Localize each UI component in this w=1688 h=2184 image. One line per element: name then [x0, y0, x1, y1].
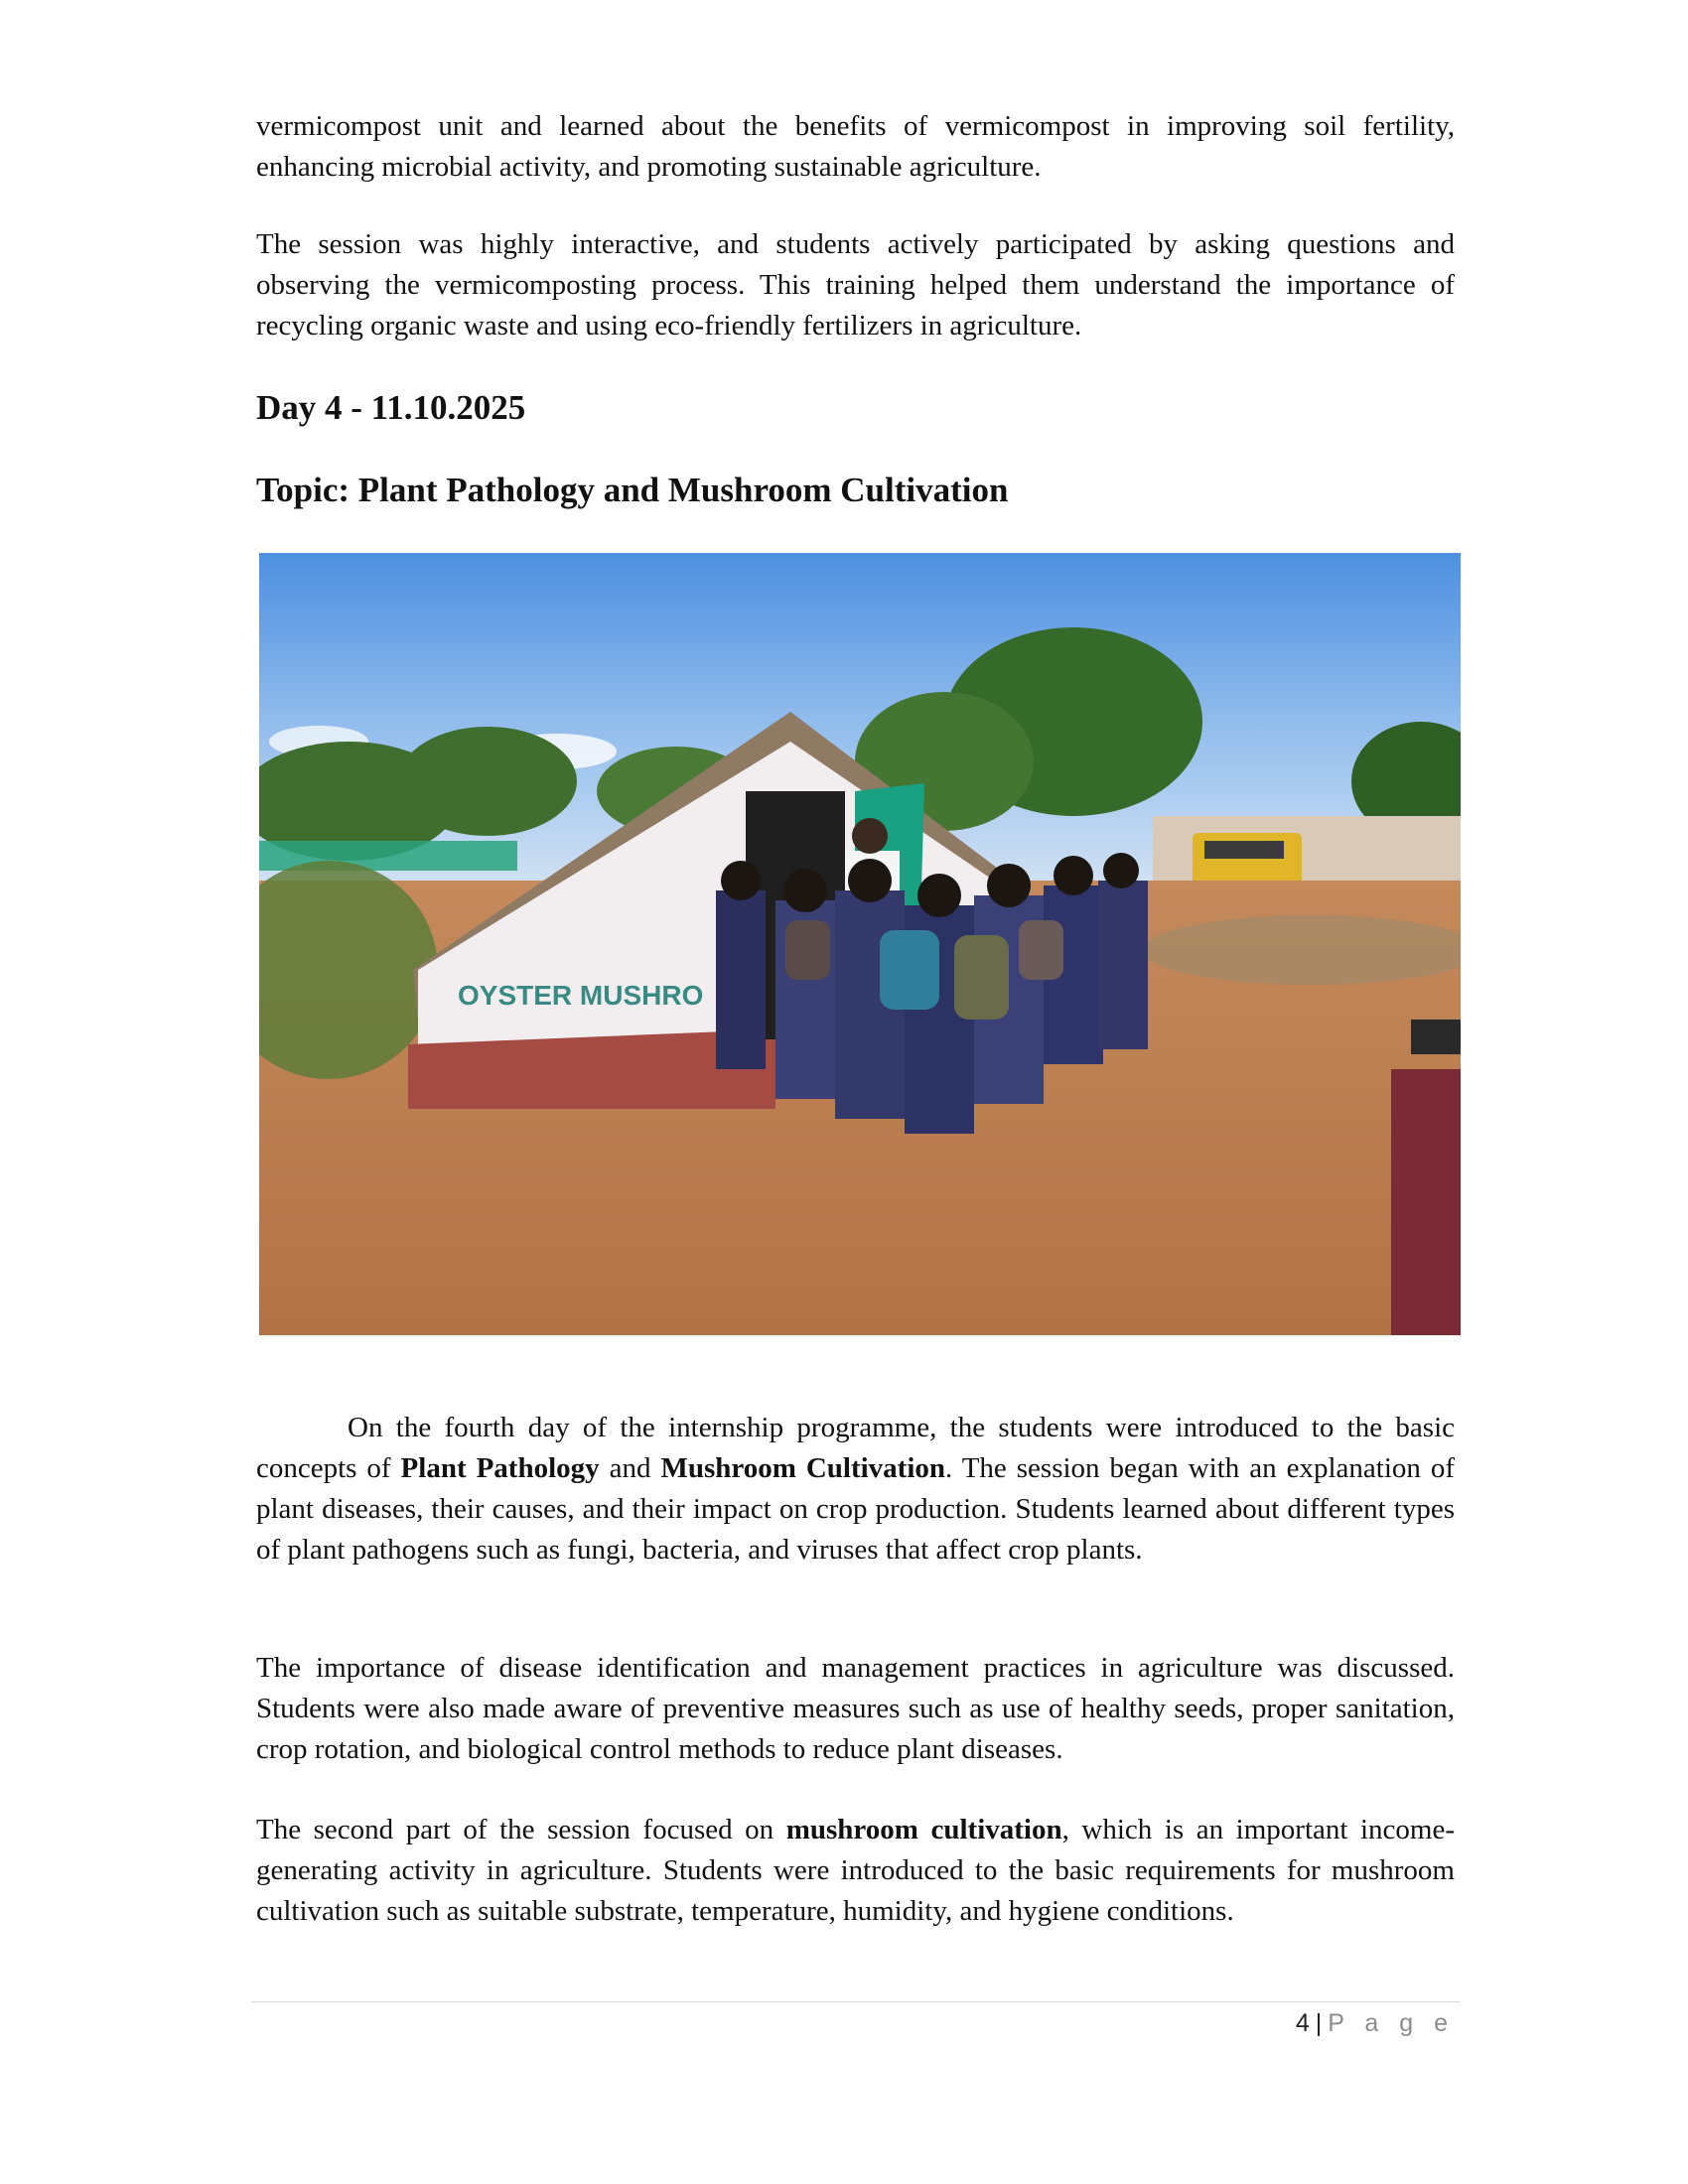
page-number-value: 4: [1295, 2009, 1310, 2037]
paragraph-mushroom-cultivation: The second part of the session focused on mushroom cultivation, which is an important income-generating activity in agriculture. Students were introduced to the basic requirements for mushroom cultivation such as suitable substrate, temperature, humidity, and hygiene conditions.: [256, 1814, 1456, 1927]
footer-divider: [251, 2001, 1461, 2002]
page-word: P a g e: [1328, 2009, 1455, 2037]
paragraph-disease-management: The importance of disease identification and management practices in agriculture was discussed. Students were also made aware of preventive measures such as use of healthy seeds, proper sanitation, crop rotation, and biological control methods to reduce plant diseases.: [256, 1652, 1455, 1765]
page-number-separator: |: [1315, 2009, 1323, 2037]
mushroom-shed-photo: [259, 553, 1461, 1335]
onlooker: [1391, 1069, 1461, 1335]
term-plant-pathology: Plant Pathology: [400, 1452, 600, 1484]
topic-heading: Topic: Plant Pathology and Mushroom Cultivation: [256, 471, 1009, 509]
page-number: [1296, 2007, 1455, 2039]
term-mushroom-cultivation: Mushroom Cultivation: [660, 1452, 946, 1484]
backpack: [1019, 920, 1063, 980]
backpack: [954, 935, 1009, 1020]
paragraph-session-interactive: The session was highly interactive, and students actively participated by asking questions and observing the vermicomposting process. This training helped them understand the importance of recycling organic waste and using eco-friendly fertilizers in agriculture.: [256, 228, 1455, 341]
paragraph-day4-intro: On the fourth day of the internship programme, the students were introduced to the basic concepts of Plant Pathology and Mushroom Cultivation. The session began with an explanation of plant diseases, their causes, and their impact on crop production. Students learned about different types of plant pathogens such as fungi, bacteria, and viruses that affect crop plants.: [256, 1412, 1456, 1566]
hut-sign: OYSTER MUSHRO: [458, 980, 704, 1011]
term-mushroom-cultivation-lower: mushroom cultivation: [785, 1814, 1062, 1845]
paragraph-vermicompost-continued: vermicompost unit and learned about the benefits of vermicompost in improving soil fertility, enhancing microbial activity, and promoting sustainable agriculture.: [256, 110, 1455, 183]
backpack: [785, 920, 830, 980]
backpack: [880, 930, 939, 1010]
day-heading: Day 4 - 11.10.2025: [256, 388, 526, 427]
